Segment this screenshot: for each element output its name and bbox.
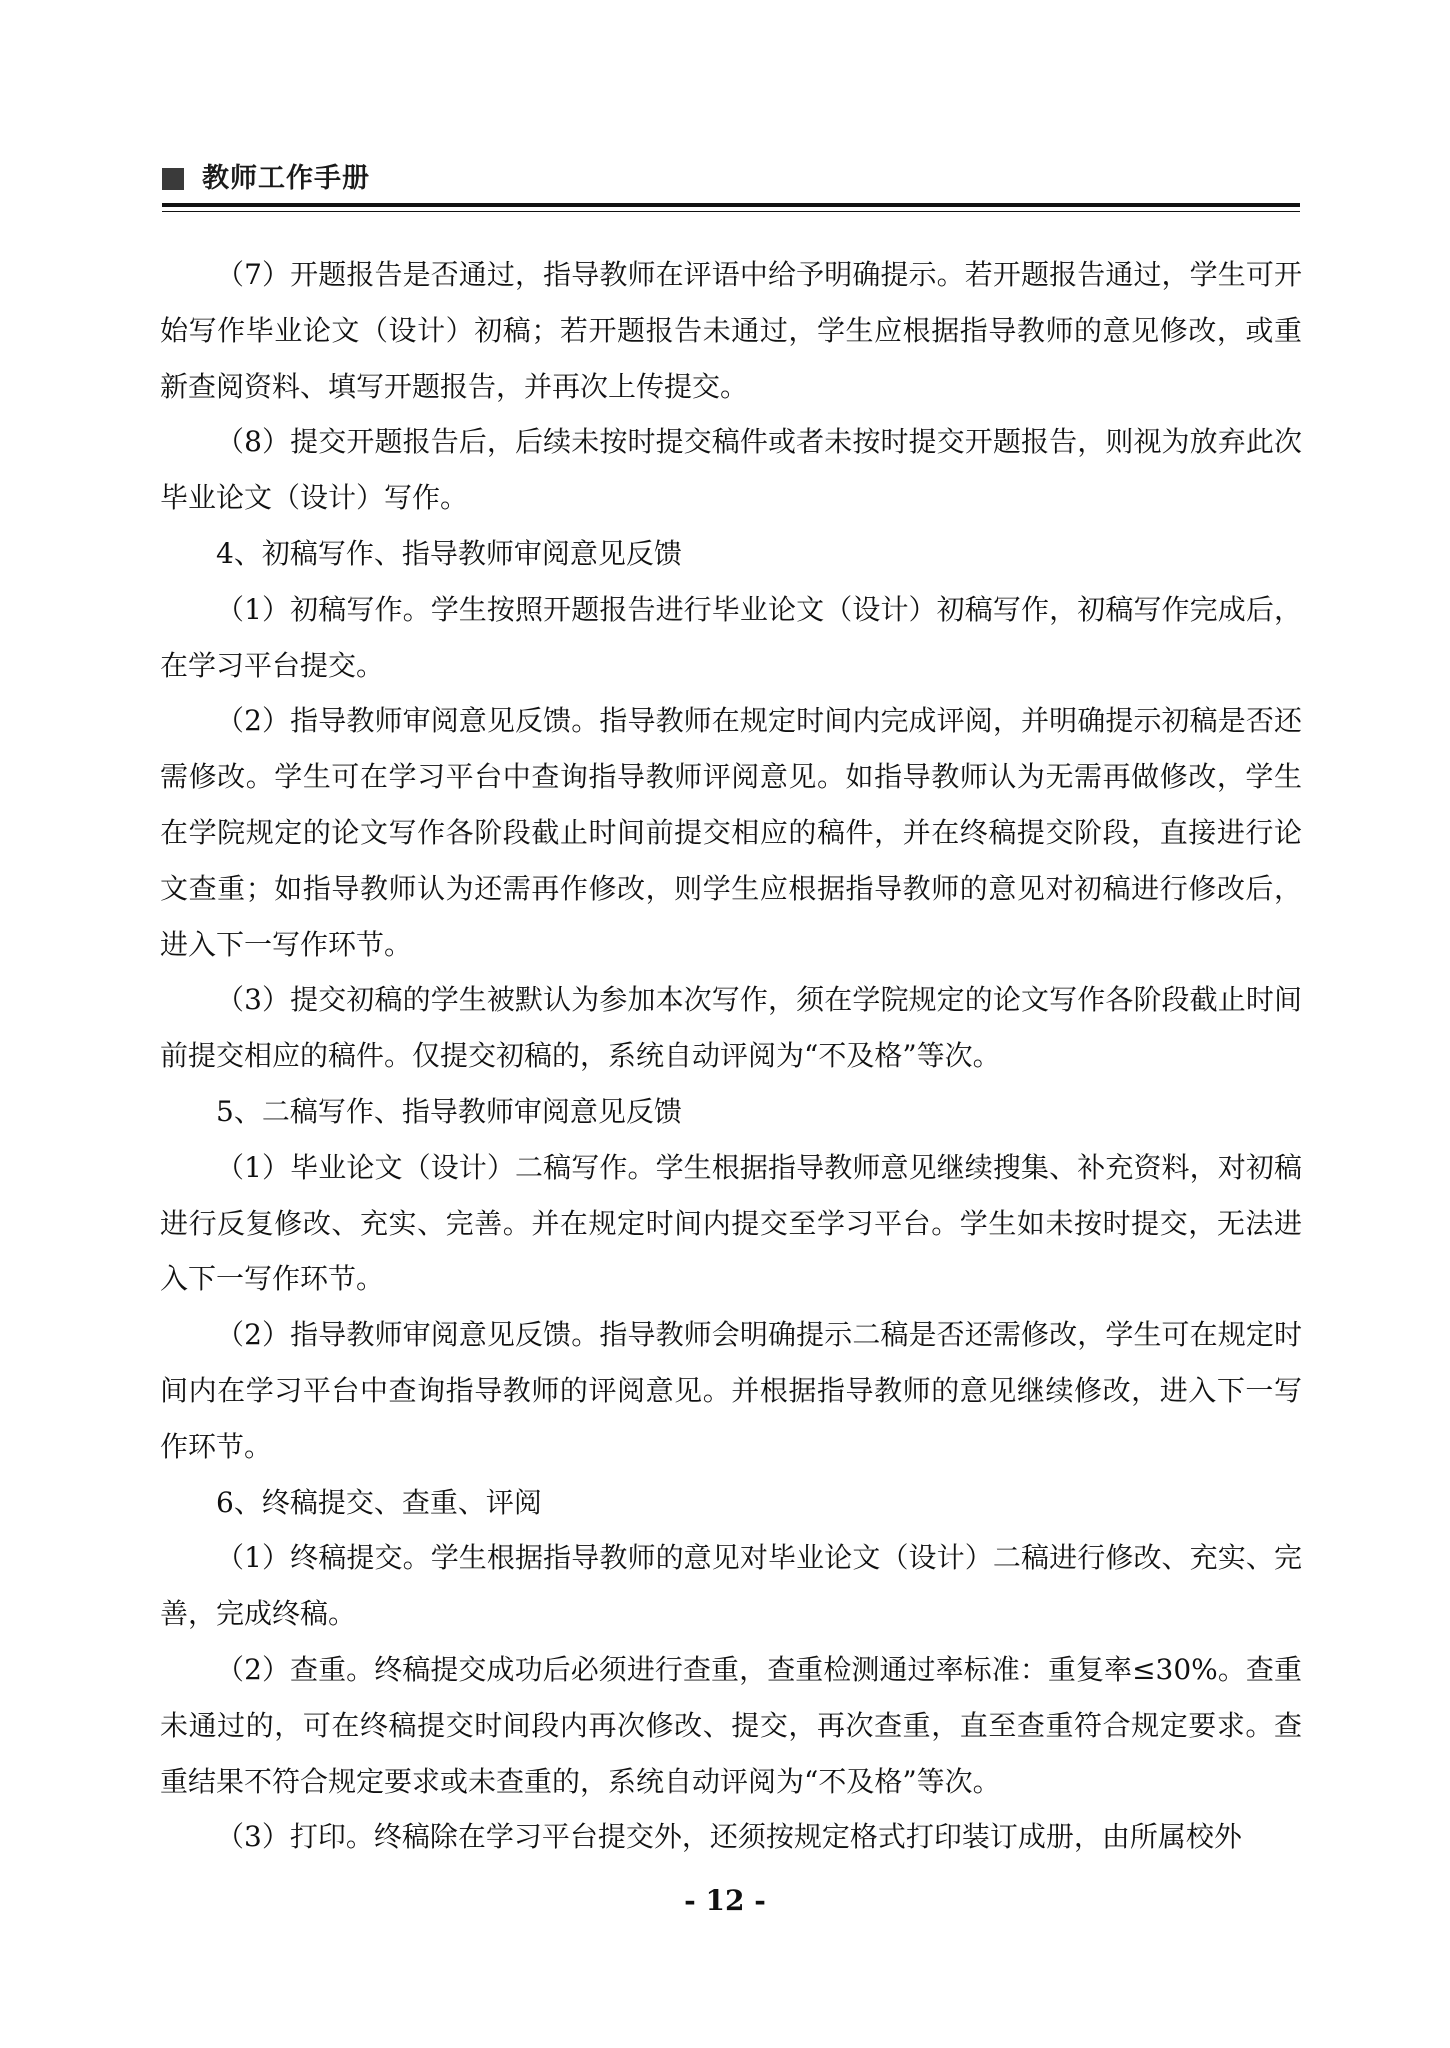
paragraph-8: （8）提交开题报告后，后续未按时提交稿件或者未按时提交开题报告，则视为放弃此次毕业论文（设计）写作。	[160, 425, 1302, 515]
body-text	[160, 247, 1302, 1865]
header-rule-thick	[162, 203, 1300, 207]
paragraph-5-2: （2）指导教师审阅意见反馈。指导教师会明确提示二稿是否还需修改，学生可在规定时间内在学习平台中查询指导教师的评阅意见。并根据指导教师的意见继续修改，进入下一写作环节。	[160, 1318, 1302, 1463]
paragraph-6-2: （2）查重。终稿提交成功后必须进行查重，查重检测通过率标准：重复率≤30%。查重未通过的，可在终稿提交时间段内再次修改、提交，再次查重，直至查重符合规定要求。查重结果不符合规定要求或未查重的，系统自动评阅为“不及格”等次。	[160, 1652, 1302, 1798]
paragraph-6-1: （1）终稿提交。学生根据指导教师的意见对毕业论文（设计）二稿进行修改、充实、完善，完成终稿。	[160, 1541, 1302, 1631]
paragraph-4-1: （1）初稿写作。学生按照开题报告进行毕业论文（设计）初稿写作，初稿写作完成后，在学习平台提交。	[160, 592, 1302, 682]
paragraph-6-3: （3）打印。终稿除在学习平台提交外，还须按规定格式打印装订成册，由所属校外	[216, 1820, 1242, 1854]
page-number: - 12 -	[684, 1884, 766, 1917]
paragraph-5-1: （1）毕业论文（设计）二稿写作。学生根据指导教师意见继续搜集、补充资料，对初稿进行反复修改、充实、完善。并在规定时间内提交至学习平台。学生如未按时提交，无法进入下一写作环节。	[160, 1150, 1302, 1296]
section-heading-6: 6、终稿提交、查重、评阅	[216, 1485, 542, 1519]
paragraph-4-2: （2）指导教师审阅意见反馈。指导教师在规定时间内完成评阅，并明确提示初稿是否还需修改。学生可在学习平台中查询指导教师评阅意见。如指导教师认为无需再做修改，学生在学院规定的论文写作各阶段截止时间前提交相应的稿件，并在终稿提交阶段，直接进行论文查重；如指导教师认为还需再作修改，则学生应根据指导教师的意见对初稿进行修改后，进入下一写作环节。	[160, 704, 1302, 961]
paragraph-4-3: （3）提交初稿的学生被默认为参加本次写作，须在学院规定的论文写作各阶段截止时间前提交相应的稿件。仅提交初稿的，系统自动评阅为“不及格”等次。	[160, 983, 1302, 1073]
header-title: 教师工作手册	[202, 163, 370, 194]
header-rule-thin	[162, 211, 1300, 212]
header-square-icon	[162, 168, 184, 190]
section-heading-5: 5、二稿写作、指导教师审阅意见反馈	[216, 1094, 682, 1128]
paragraph-7: （7）开题报告是否通过，指导教师在评语中给予明确提示。若开题报告通过，学生可开始写作毕业论文（设计）初稿；若开题报告未通过，学生应根据指导教师的意见修改，或重新查阅资料、填写开题报告，并再次上传提交。	[160, 258, 1302, 403]
section-heading-4: 4、初稿写作、指导教师审阅意见反馈	[216, 536, 682, 570]
